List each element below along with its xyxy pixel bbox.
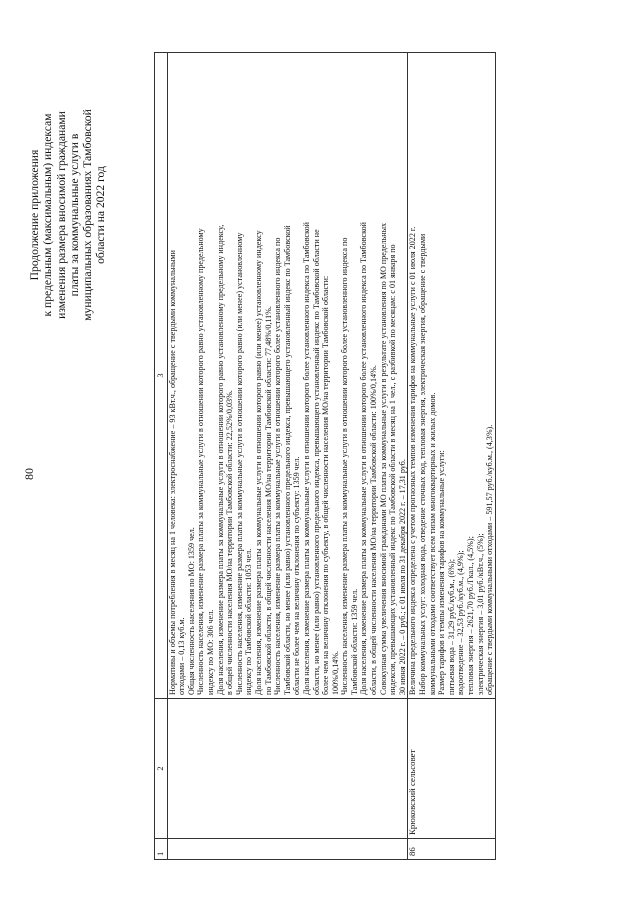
detail-line: области, в общей численности населения МО/на территории Тамбовской области: 100%/0,14%. <box>369 365 379 695</box>
detail-line: коммунальными отходами соответствует всем типам многоквартирных и жилых домов. <box>427 392 437 695</box>
table-row <box>167 53 408 860</box>
row-number: 86 <box>408 839 495 860</box>
detail-line: индексу по Тамбовской области: 1053 чел. <box>244 548 254 695</box>
header-line: области на 2022 год <box>94 166 108 264</box>
index-table <box>154 52 496 860</box>
municipality-name <box>167 699 408 839</box>
detail-line: 30 июня 2022 г. – 0 руб.; с 01 июля по 31 декабря 2022 г. – 17,31 руб. <box>397 459 407 695</box>
header-line: муниципальных образованиях Тамбовской <box>81 109 95 321</box>
page-number: 80 <box>22 468 36 480</box>
detail-line: Доля населения, изменение размера платы за коммунальные услуги в отношении которого равно (или менее) установленному индексу <box>253 230 263 695</box>
detail-line: тепловая энергия – 2621,70 руб./Гкал., (4,5%); <box>466 536 475 695</box>
detail-line: электрическая энергия – 3,01 руб./кВт.ч., (5%); <box>475 533 485 695</box>
detail-line: Доля населения, изменение размера платы за коммунальные услуги в отношении которого более установленного индекса по Тамбовской <box>301 222 311 695</box>
column-header-1: 1 <box>155 839 168 860</box>
detail-line: Тамбовской области, но менее (или равно) установленного предельного индекса, превышающего установленный индекс по Тамбовской <box>282 225 292 695</box>
header-line: платы за коммунальные услуги в <box>67 133 81 297</box>
detail-line: питьевая вода – 31,29 руб./куб.м., (6%); <box>446 559 456 695</box>
detail-line: Доля населения, изменение размера платы за коммунальные услуги в отношении которого более установленного индекса по Тамбовской <box>359 222 369 695</box>
header-line: изменения размера вносимой гражданами <box>54 111 68 319</box>
row-details <box>167 53 408 699</box>
detail-line: Численность населения, изменение размера платы за коммунальные услуги в отношении которого более установленного индекса по <box>340 237 350 695</box>
detail-line: Совокупная сумма увеличения вносимой гражданами МО платы за коммунальные услуги в результате установления по МО предельных <box>378 222 388 695</box>
detail-line: области, но менее (или равно) установленного предельного индекса, превышающего установленный индекс по Тамбовской области не <box>311 229 321 695</box>
detail-line: отходами – 0,13 куб.м. <box>177 617 187 695</box>
table-row <box>408 53 495 860</box>
detail-line: 100%/0,14%. <box>330 650 340 695</box>
detail-line: Численность населения, изменение размера платы за коммунальные услуги в отношении которого равно установленному предельному <box>196 228 206 695</box>
detail-line: Общая численность населения по МО: 1359 чел. <box>186 527 196 695</box>
header-line: Продолжение приложения <box>28 149 41 281</box>
detail-line: Нормативы и объемы потребления в месяц на 1 человека: электроснабжение – 93 кВт.ч., обращение с твердыми коммунальными <box>167 249 177 695</box>
detail-line: индексу по МО: 306 чел. <box>205 609 215 695</box>
municipality-name: Крюковский сельсовет <box>408 699 495 839</box>
detail-line: Набор коммунальных услуг: холодная вода, отведение сточных вод, тепловая энергия, электрическая энергия, обращение с твердыми <box>418 233 428 695</box>
detail-line: более чем на величину отклонения по субъекту, в общей численности населения МО/на территории Тамбовской области: <box>321 275 331 695</box>
column-header-row <box>155 53 168 860</box>
detail-line: Численность населения, изменение размера платы за коммунальные услуги в отношении которого равно (или менее) установленному <box>234 232 244 695</box>
row-details <box>408 53 495 699</box>
header-line: к предельным (максимальным) индексам <box>41 113 55 317</box>
column-header-3: 3 <box>155 53 168 699</box>
detail-line: области не более чем на величину отклонения по субъекту: 1359 чел. <box>292 456 302 695</box>
detail-line: Величина предельного индекса определена с учетом прогнозных темпов изменения тарифов на коммунальные услуги с 01 июля 2022 г. <box>408 226 418 695</box>
detail-line: индексов, превышающих установленный индекс по Тамбовской области в месяц на 1 чел., с разбивкой по месяцам: с 01 января по <box>388 244 398 695</box>
appendix-header <box>28 85 108 345</box>
detail-line: водоотведение – 32,53 руб./куб.м., (4,9%); <box>456 550 466 695</box>
row-number <box>167 839 408 860</box>
column-header-2: 2 <box>155 699 168 839</box>
detail-line: в общей численности населения МО/на территории Тамбовской области: 22,52%/0,03%. <box>225 390 235 695</box>
detail-line: Доля населения, изменение размера платы за коммунальные услуги в отношении которого равно установленному предельному индексу, <box>215 224 225 695</box>
detail-line: по Тамбовской области, в общей численности населения МО/на территории Тамбовской области: 77,48%/0,11%. <box>263 306 273 695</box>
detail-line: обращение с твердыми коммунальными отходами – 591,57 руб./куб.м., (4,3%). <box>485 424 495 695</box>
rotated-content <box>20 40 620 880</box>
detail-line: Тамбовской области: 1359 чел. <box>349 588 359 695</box>
detail-line: Численность населения, изменение размера платы за коммунальные услуги в отношении которого более установленного индекса по <box>273 237 283 695</box>
detail-line: Размер тарифов и темпы изменения тарифов на коммунальные услуги: <box>437 450 447 695</box>
